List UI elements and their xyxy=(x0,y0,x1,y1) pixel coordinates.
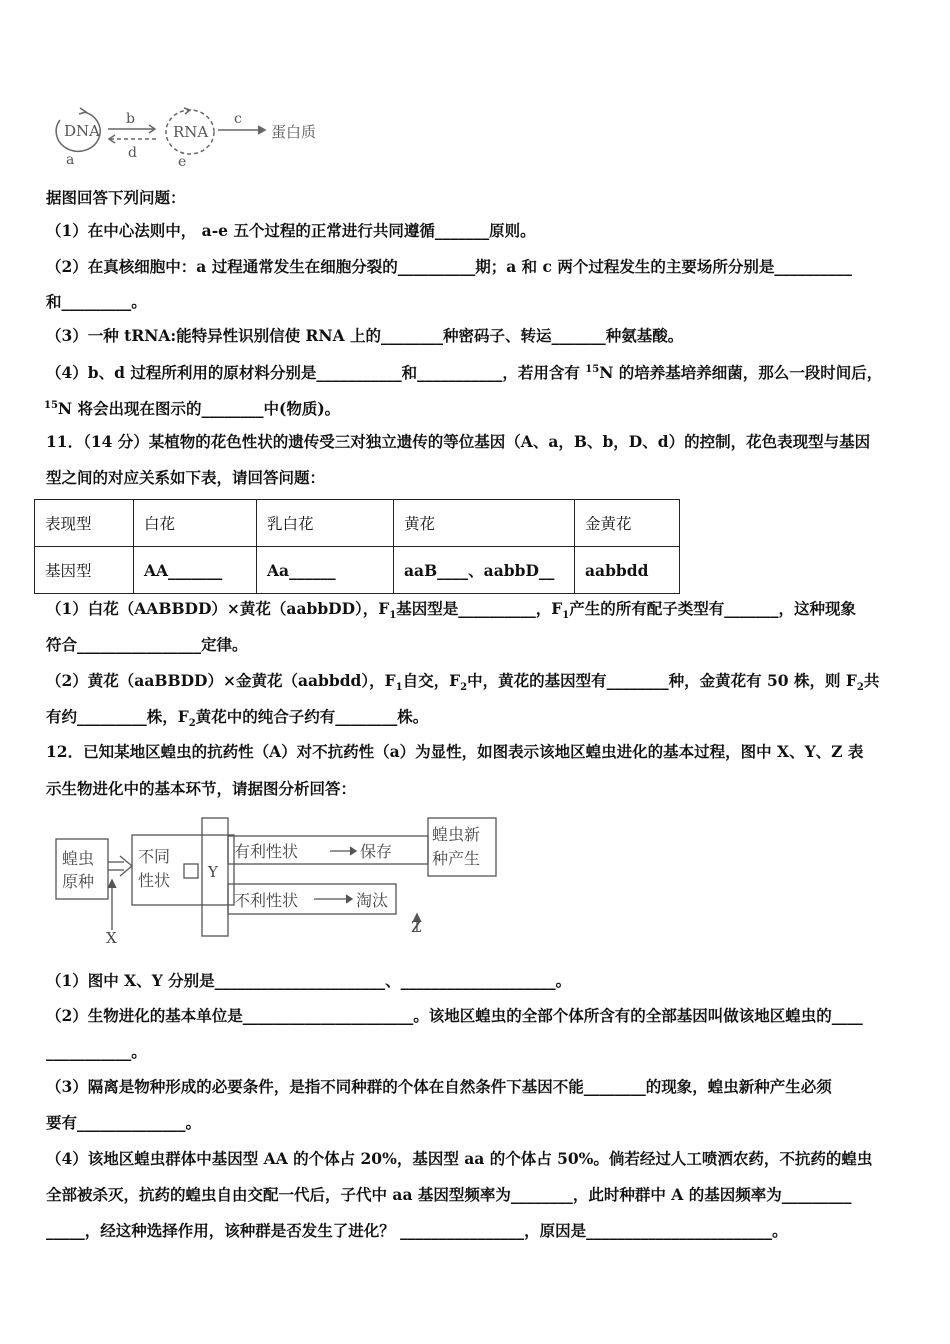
label-e: e xyxy=(178,154,187,170)
q12-p3b: 要有______________。 xyxy=(46,1113,202,1132)
label-a: a xyxy=(66,152,75,168)
label-d: d xyxy=(128,145,137,161)
table-cell: AA_______ xyxy=(134,547,257,594)
q10-p4b: $^{15}$N 将会出现在图示的________中(物质)。 xyxy=(44,399,341,419)
table-cell: aabbdd xyxy=(575,547,680,594)
evolution-diagram xyxy=(54,812,504,944)
new-species-label-2: 种产生 xyxy=(432,849,481,868)
origin-label-1: 蝗虫 xyxy=(62,849,95,868)
traits-box xyxy=(132,835,234,905)
y-inner-box xyxy=(184,864,198,878)
table-cell: 表现型 xyxy=(35,500,134,547)
table-cell: 金黄花 xyxy=(575,500,680,547)
q12-p3a: （3）隔离是物种形成的必要条件，是指不同种群的个体在自然条件下基因不能________的现象，蝗虫新种产生必须 xyxy=(46,1077,832,1096)
bad-trait-label: 不利性状 xyxy=(234,891,299,910)
q12-p4b: 全部被杀灭，抗药的蝗虫自由交配一代后，子代中 aa 基因型频率为________，此时种群中 A 的基因频率为_________ xyxy=(46,1185,852,1204)
label-c: c xyxy=(234,111,242,127)
y-label: Y xyxy=(208,863,218,881)
table-cell: 乳白花 xyxy=(257,500,394,547)
good-trait-label: 有利性状 xyxy=(234,842,299,861)
q12-p1: （1）图中 X、Y 分别是______________________、____________________。 xyxy=(46,971,572,990)
q11-header-1: 11．（14 分）某植物的花色性状的遗传受三对独立遗传的等位基因（A、a，B、b，D、d）的控制，花色表现型与基因 xyxy=(46,432,871,451)
traits-label-2: 性状 xyxy=(138,871,171,890)
q11-p2b: 有约_________株，$F_2$黄花中的纯合子约有________株。 xyxy=(46,707,429,730)
q12-p4a: （4）该地区蝗虫群体中基因型 AA 的个体占 20%，基因型 aa 的个体占 50%。倘若经过人工喷洒农药，不抗药的蝗虫 xyxy=(46,1149,873,1168)
table-cell: aaB____、aabbD__ xyxy=(394,547,575,594)
z-label: Z xyxy=(411,918,422,936)
q12-p4c: _____，经这种选择作用，该种群是否发生了进化？ ________________，原因是________________________。 xyxy=(46,1221,788,1240)
keep-label: 保存 xyxy=(360,842,393,861)
q11-p2a: （2）黄花（aaBBDD）×金黄花（aabbdd），$F_1$自交，$F_2$中，黄花的基因型有________种，金黄花有 50 株，则 $F_2$共 xyxy=(46,671,880,694)
eliminate-label: 淘汰 xyxy=(356,891,389,910)
table-row xyxy=(35,547,680,594)
q11-p1a: （1）白花（AABBDD）×黄花（aabbDD），$F_1$基因型是__________，$F_1$产生的所有配子类型有_______，这种现象 xyxy=(46,599,857,622)
q11-header-2: 型之间的对应关系如下表，请回答问题： xyxy=(46,468,326,487)
new-species-label-1: 蝗虫新 xyxy=(432,825,481,844)
rna-label: RNA xyxy=(173,123,209,141)
central-dogma-diagram xyxy=(46,92,346,170)
q10-p2b: 和_________。 xyxy=(46,292,147,311)
q10-p2a: （2）在真核细胞中：a 过程通常发生在细胞分裂的__________期；a 和 c 两个过程发生的主要场所分别是__________ xyxy=(46,257,852,276)
phenotype-genotype-table xyxy=(34,499,680,594)
origin-label-2: 原种 xyxy=(62,872,95,891)
q10-p3: （3）一种 tRNA:能特异性识别信使 RNA 上的________种密码子、转运_______种氨基酸。 xyxy=(46,326,684,345)
q12-header-1: 12．已知某地区蝗虫的抗药性（A）对不抗药性（a）为显性，如图表示该地区蝗虫进化的基本过程，图中 X、Y、Z 表 xyxy=(46,742,864,761)
q12-p2b: ___________。 xyxy=(46,1042,147,1061)
q10-intro: 据图回答下列问题： xyxy=(46,188,186,207)
dna-label: DNA xyxy=(64,122,100,140)
table-cell: Aa______ xyxy=(257,547,394,594)
table-cell: 基因型 xyxy=(35,547,134,594)
q10-p1: （1）在中心法则中， a-e 五个过程的正常进行共同遵循_______原则。 xyxy=(46,221,536,240)
traits-label-1: 不同 xyxy=(138,847,171,866)
q11-p1b: 符合________________定律。 xyxy=(46,635,248,654)
protein-label: 蛋白质 xyxy=(271,123,317,141)
q12-p2a: （2）生物进化的基本单位是______________________。该地区蝗虫的全部个体所含有的全部基因叫做该地区蝗虫的____ xyxy=(46,1006,863,1025)
table-cell: 黄花 xyxy=(394,500,575,547)
label-b: b xyxy=(126,111,135,127)
table-cell: 白花 xyxy=(134,500,257,547)
x-label: X xyxy=(106,929,117,944)
q10-p4a: （4）b、d 过程所利用的原材料分别是___________和___________，若用含有 $^{15}$N 的培养基培养细菌，那么一段时间后， xyxy=(46,363,883,383)
q12-header-2: 示生物进化中的基本环节，请据图分析回答： xyxy=(46,779,357,798)
table-row xyxy=(35,500,680,547)
